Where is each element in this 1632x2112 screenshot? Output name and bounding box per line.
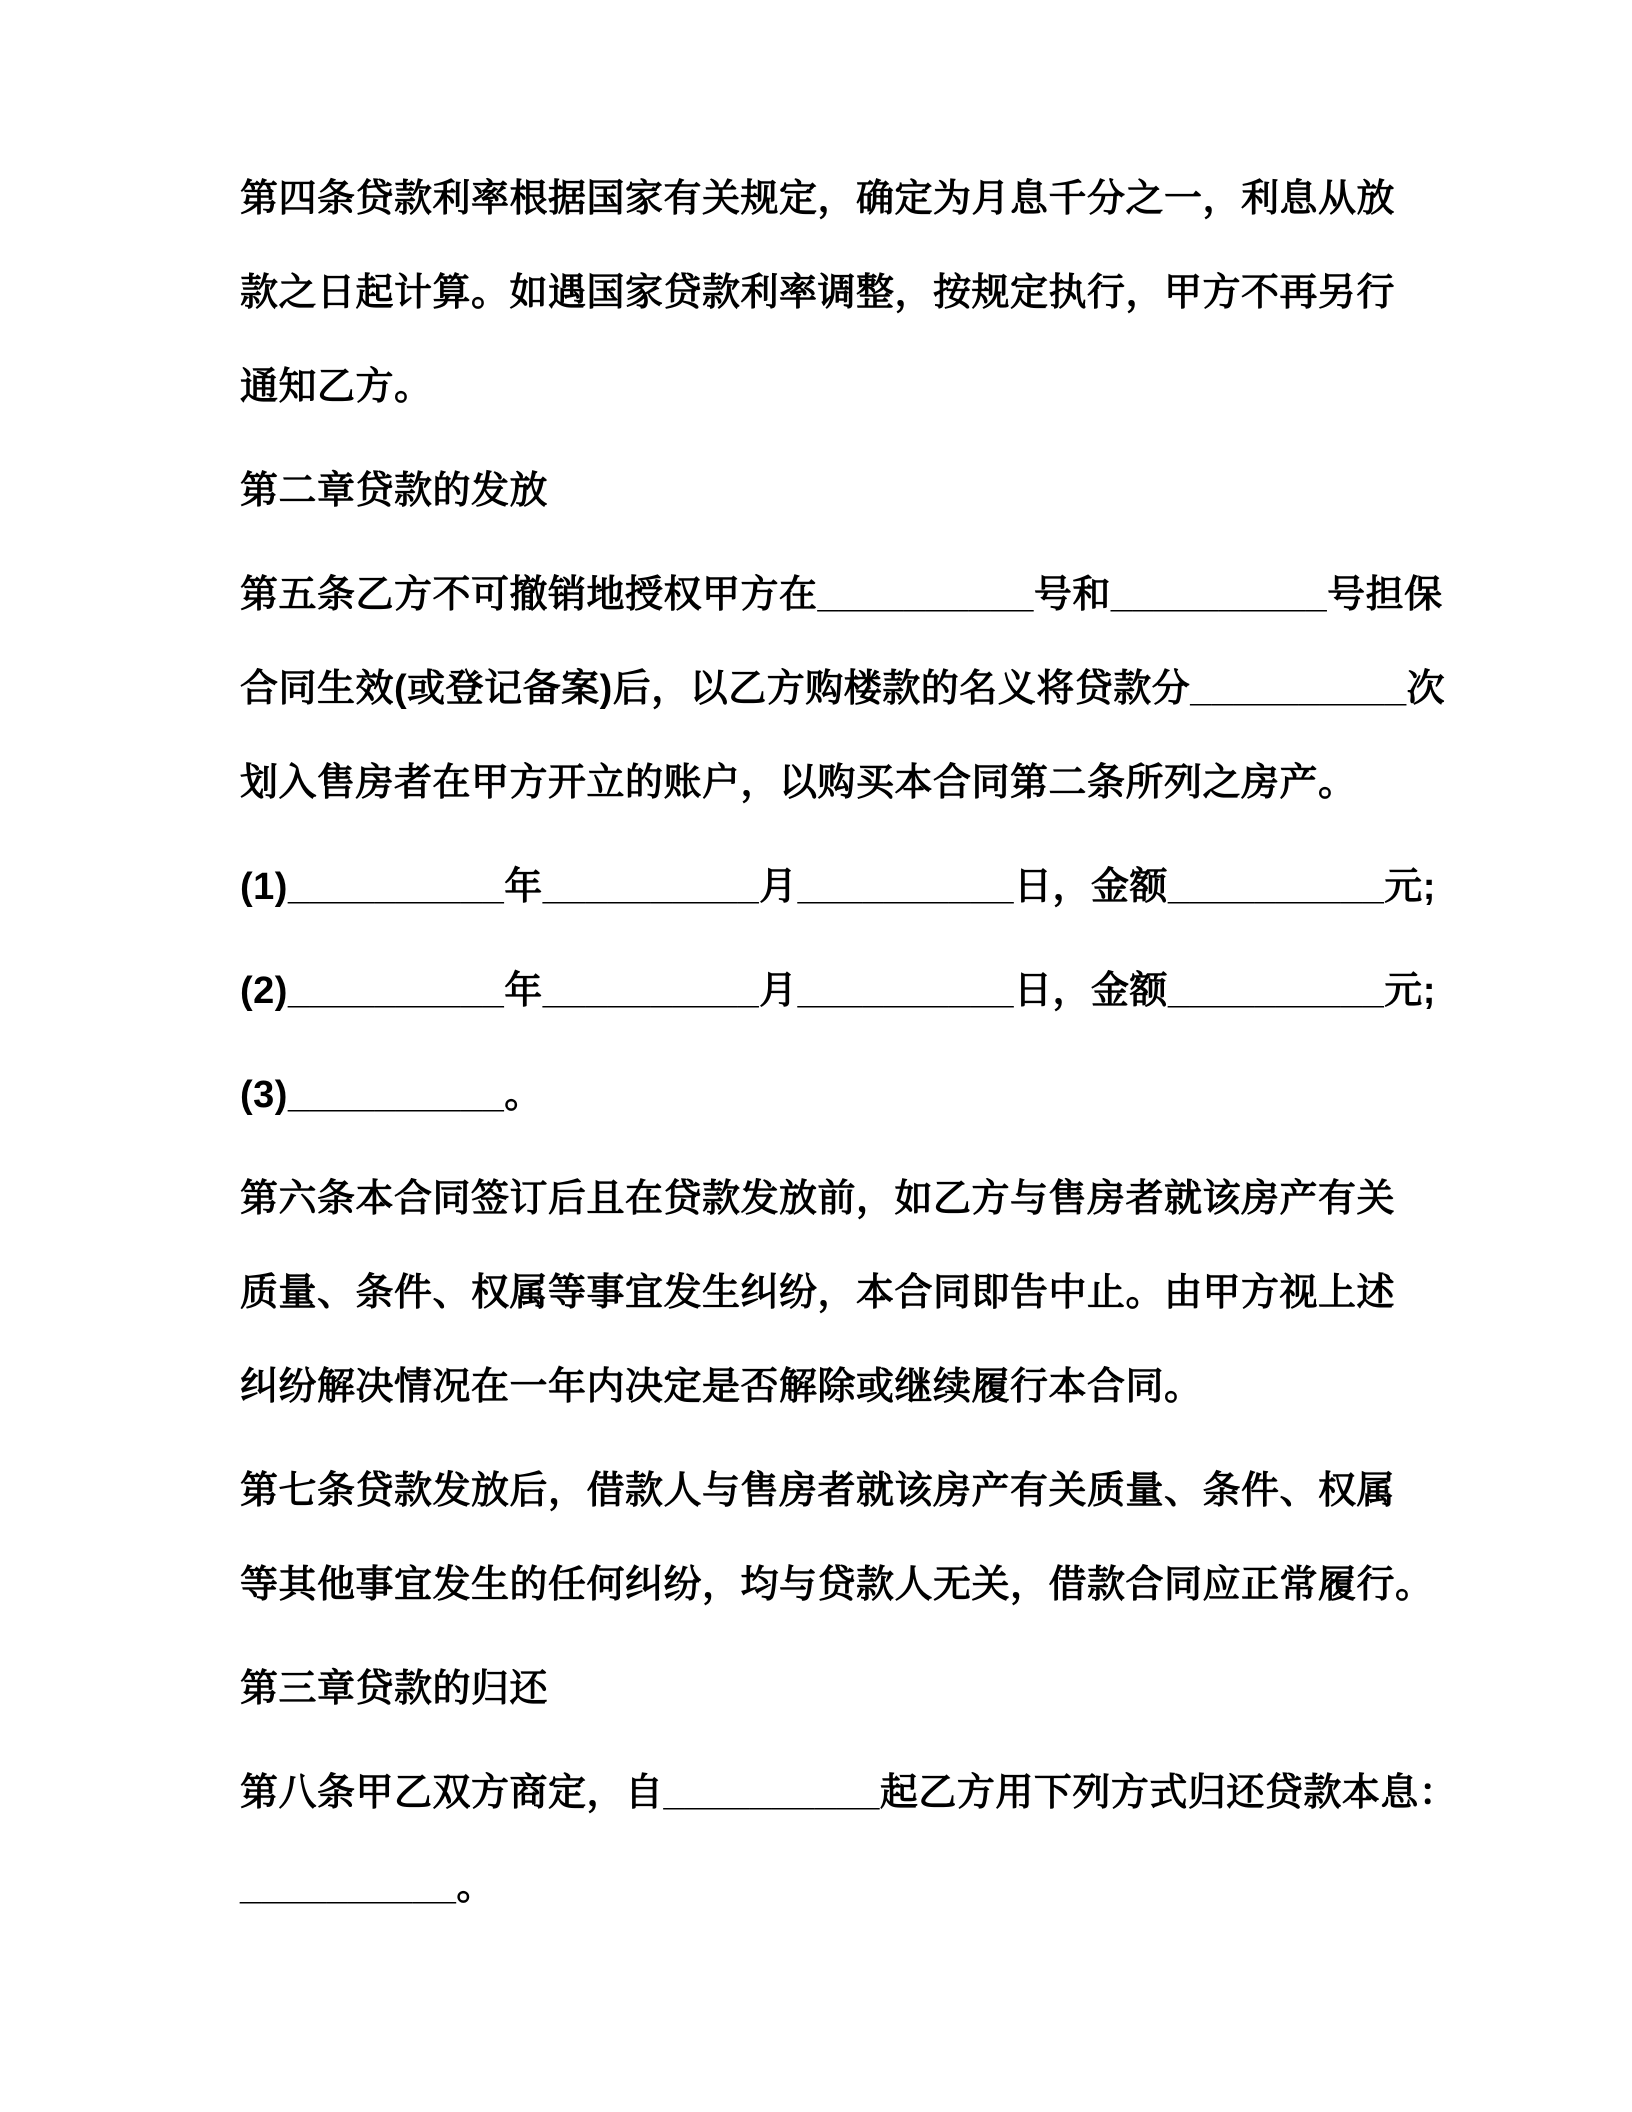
article-6-line-1: 第六条本合同签订后且在贷款发放前，如乙方与售房者就该房产有关 bbox=[240, 1178, 1396, 1220]
disbursement-item-2 bbox=[240, 944, 1436, 1038]
paragraph-article-5 bbox=[240, 548, 1446, 830]
article-8-line-1: 第八条甲乙双方商定，自__________起乙方用下列方式归还贷款本息： bbox=[240, 1772, 1458, 1814]
contract-body bbox=[240, 152, 1458, 1934]
paragraph-article-6 bbox=[240, 1152, 1394, 1434]
article-5-line-1: 第五条乙方不可撤销地授权甲方在__________号和__________号担保 bbox=[240, 574, 1443, 616]
article-5-line-3: 划入售房者在甲方开立的账户，以购买本合同第二条所列之房产。 bbox=[240, 762, 1357, 804]
article-7-line-2: 等其他事宜发生的任何纠纷，均与贷款人无关，借款合同应正常履行。 bbox=[240, 1564, 1434, 1606]
article-6-line-3: 纠纷解决情况在一年内决定是否解除或继续履行本合同。 bbox=[240, 1366, 1203, 1408]
article-4-line-3: 通知乙方。 bbox=[240, 366, 433, 408]
chapter-3-heading bbox=[240, 1642, 1394, 1736]
disbursement-item-1-text: (1)__________年__________月__________日，金额__________元; bbox=[240, 866, 1436, 908]
article-8-line-2: __________。 bbox=[240, 1866, 495, 1908]
paragraph-article-7 bbox=[240, 1444, 1434, 1632]
article-5-line-2: 合同生效(或登记备案)后，以乙方购楼款的名义将贷款分__________次 bbox=[240, 668, 1446, 710]
article-4-line-1: 第四条贷款利率根据国家有关规定，确定为月息千分之一，利息从放 bbox=[240, 178, 1396, 220]
article-4-line-2: 款之日起计算。如遇国家贷款利率调整，按规定执行，甲方不再另行 bbox=[240, 272, 1396, 314]
chapter-2-heading-text: 第二章贷款的发放 bbox=[240, 470, 549, 512]
disbursement-item-3 bbox=[240, 1048, 1394, 1142]
chapter-2-heading bbox=[240, 444, 1394, 538]
article-7-line-1: 第七条贷款发放后，借款人与售房者就该房产有关质量、条件、权属 bbox=[240, 1470, 1396, 1512]
chapter-3-heading-text: 第三章贷款的归还 bbox=[240, 1668, 549, 1710]
article-6-line-2: 质量、条件、权属等事宜发生纠纷，本合同即告中止。由甲方视上述 bbox=[240, 1272, 1396, 1314]
paragraph-article-8 bbox=[240, 1746, 1458, 1934]
disbursement-item-3-text: (3)__________。 bbox=[240, 1074, 543, 1116]
disbursement-item-1 bbox=[240, 840, 1436, 934]
disbursement-item-2-text: (2)__________年__________月__________日，金额__________元; bbox=[240, 970, 1436, 1012]
paragraph-article-4 bbox=[240, 152, 1394, 434]
